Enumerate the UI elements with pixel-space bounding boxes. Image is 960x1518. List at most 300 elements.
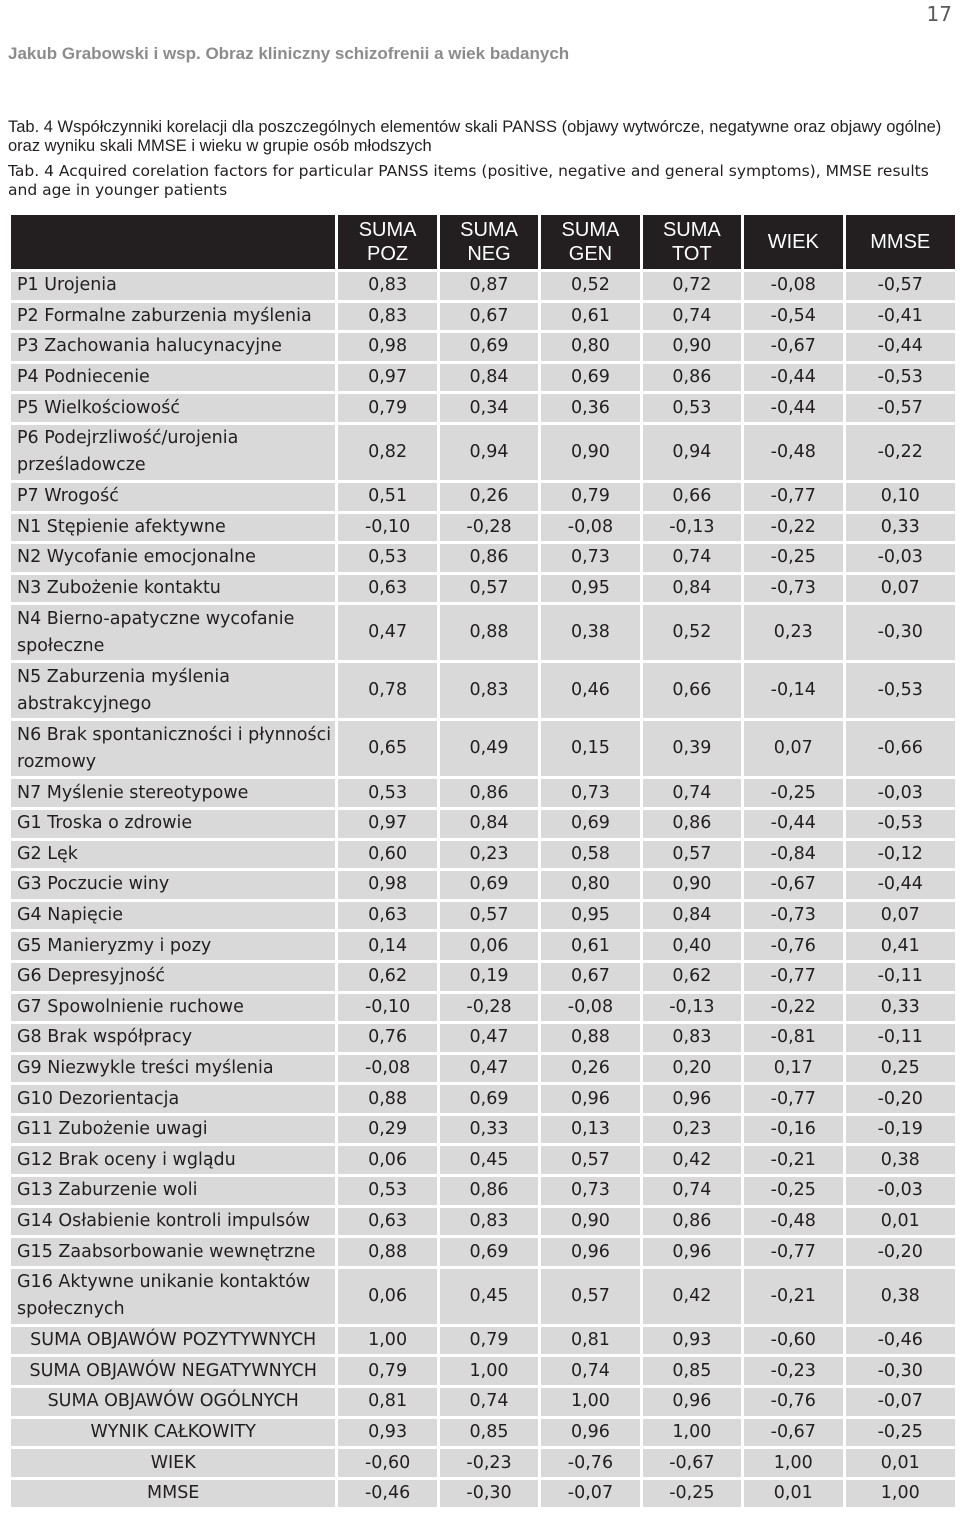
table-row [11,1269,955,1324]
cell-suma-tot: 0,20 [643,1055,741,1083]
table-row [11,1055,955,1083]
cell-mmse: 0,10 [846,483,956,511]
cell-suma-poz: 0,06 [338,1269,436,1324]
column-header-line: SUMA [561,219,620,241]
cell-suma-tot: -0,67 [643,1449,741,1477]
row-label: G5 Manieryzmy i pozy [11,932,335,960]
cell-suma-poz: -0,10 [338,994,436,1022]
column-header-line: POZ [367,243,409,265]
cell-suma-neg: -0,28 [440,994,538,1022]
cell-wiek: -0,44 [744,394,842,422]
column-header-line: MMSE [870,231,931,253]
cell-suma-neg: 0,26 [440,483,538,511]
table-row [11,425,955,480]
cell-mmse: -0,46 [846,1327,956,1355]
cell-suma-gen: 0,79 [541,483,639,511]
cell-suma-poz: 0,88 [338,1238,436,1266]
cell-mmse: -0,11 [846,963,956,991]
cell-suma-neg: 0,06 [440,932,538,960]
table-row [11,1388,955,1416]
column-header-suma-poz [338,215,436,269]
cell-suma-gen: 0,61 [541,932,639,960]
cell-suma-gen: 0,26 [541,1055,639,1083]
cell-suma-neg: -0,23 [440,1449,538,1477]
row-label: G15 Zaabsorbowanie wewnętrzne [11,1238,335,1266]
cell-wiek: -0,77 [744,963,842,991]
row-label: G14 Osłabienie kontroli impulsów [11,1208,335,1236]
cell-suma-gen: -0,07 [541,1480,639,1508]
cell-suma-gen: 0,57 [541,1269,639,1324]
cell-suma-tot: 0,96 [643,1085,741,1113]
row-label: G9 Niezwykle treści myślenia [11,1055,335,1083]
cell-suma-neg: 0,47 [440,1055,538,1083]
table-row [11,841,955,869]
cell-wiek: -0,21 [744,1146,842,1174]
cell-suma-neg: 0,87 [440,272,538,300]
cell-wiek: -0,48 [744,425,842,480]
cell-suma-poz: 0,88 [338,1085,436,1113]
cell-suma-tot: 0,86 [643,364,741,392]
cell-suma-tot: 0,74 [643,544,741,572]
cell-suma-poz: 0,47 [338,605,436,660]
cell-suma-poz: -0,60 [338,1449,436,1477]
cell-suma-tot: 0,94 [643,425,741,480]
column-header-suma-neg [440,215,538,269]
row-label: G6 Depresyjność [11,963,335,991]
cell-mmse: 0,33 [846,994,956,1022]
cell-wiek: -0,67 [744,871,842,899]
cell-suma-neg: 0,86 [440,544,538,572]
cell-suma-gen: 0,13 [541,1116,639,1144]
cell-mmse: -0,22 [846,425,956,480]
cell-suma-gen: 0,69 [541,364,639,392]
cell-suma-tot: 0,66 [643,663,741,718]
cell-wiek: -0,73 [744,575,842,603]
cell-suma-gen: 0,46 [541,663,639,718]
cell-suma-neg: 0,34 [440,394,538,422]
cell-suma-gen: 0,36 [541,394,639,422]
cell-mmse: 0,01 [846,1449,956,1477]
cell-suma-poz: -0,46 [338,1480,436,1508]
cell-suma-neg: 0,33 [440,1116,538,1144]
row-label: P2 Formalne zaburzenia myślenia [11,303,335,331]
row-label: G1 Troska o zdrowie [11,810,335,838]
cell-mmse: -0,19 [846,1116,956,1144]
table-row [11,272,955,300]
row-label: G8 Brak współpracy [11,1024,335,1052]
cell-mmse: -0,20 [846,1238,956,1266]
cell-suma-tot: 0,84 [643,575,741,603]
cell-suma-gen: 0,69 [541,810,639,838]
table-row [11,303,955,331]
cell-suma-poz: 0,76 [338,1024,436,1052]
cell-suma-tot: 0,23 [643,1116,741,1144]
cell-suma-poz: 0,51 [338,483,436,511]
row-label: N4 Bierno-apatyczne wycofanie społeczne [11,605,335,660]
row-label: G16 Aktywne unikanie kontaktów społecznych [11,1269,335,1324]
cell-suma-neg: 0,85 [440,1419,538,1447]
row-label: G7 Spowolnienie ruchowe [11,994,335,1022]
cell-wiek: -0,76 [744,1388,842,1416]
row-label: G11 Zubożenie uwagi [11,1116,335,1144]
correlation-table [8,212,958,1510]
cell-wiek: -0,44 [744,810,842,838]
cell-wiek: -0,25 [744,1177,842,1205]
cell-suma-poz: -0,08 [338,1055,436,1083]
table-row [11,994,955,1022]
cell-suma-poz: 0,83 [338,272,436,300]
cell-suma-tot: 0,53 [643,394,741,422]
cell-wiek: -0,77 [744,1085,842,1113]
column-header-suma-tot [643,215,741,269]
cell-suma-neg: 0,79 [440,1327,538,1355]
cell-mmse: -0,30 [846,605,956,660]
cell-suma-neg: 0,69 [440,871,538,899]
cell-wiek: -0,76 [744,932,842,960]
cell-suma-neg: 0,84 [440,810,538,838]
cell-mmse: -0,53 [846,364,956,392]
column-header-suma-gen [541,215,639,269]
cell-suma-neg: 0,83 [440,663,538,718]
column-header-mmse [846,215,956,269]
cell-suma-neg: 0,94 [440,425,538,480]
cell-suma-gen: 0,73 [541,779,639,807]
cell-suma-gen: 0,67 [541,963,639,991]
cell-suma-tot: 1,00 [643,1419,741,1447]
table-row [11,1024,955,1052]
row-label: WIEK [11,1449,335,1477]
cell-suma-poz: 0,63 [338,575,436,603]
cell-suma-gen: 0,90 [541,1208,639,1236]
cell-suma-gen: 0,95 [541,902,639,930]
cell-suma-gen: 0,73 [541,1177,639,1205]
cell-suma-neg: -0,30 [440,1480,538,1508]
cell-suma-neg: 0,88 [440,605,538,660]
cell-suma-poz: 0,97 [338,364,436,392]
cell-suma-gen: 0,61 [541,303,639,331]
cell-suma-neg: 0,47 [440,1024,538,1052]
cell-mmse: -0,44 [846,333,956,361]
cell-wiek: -0,67 [744,333,842,361]
cell-suma-neg: 0,57 [440,902,538,930]
cell-suma-poz: 0,82 [338,425,436,480]
table-row [11,544,955,572]
cell-suma-tot: 0,74 [643,779,741,807]
cell-suma-gen: 0,38 [541,605,639,660]
cell-mmse: 0,07 [846,902,956,930]
cell-mmse: -0,53 [846,663,956,718]
cell-suma-gen: 0,80 [541,871,639,899]
cell-mmse: -0,57 [846,394,956,422]
column-header-line: SUMA [358,219,417,241]
cell-wiek: -0,23 [744,1357,842,1385]
cell-suma-gen: 0,96 [541,1419,639,1447]
cell-mmse: -0,11 [846,1024,956,1052]
cell-mmse: 0,33 [846,514,956,542]
table-row [11,1177,955,1205]
cell-suma-tot: 0,83 [643,1024,741,1052]
column-header-line: GEN [568,243,613,265]
column-header-line: TOT [672,243,712,265]
cell-suma-poz: 0,97 [338,810,436,838]
cell-suma-poz: 0,98 [338,333,436,361]
cell-wiek: -0,67 [744,1419,842,1447]
cell-mmse: -0,53 [846,810,956,838]
cell-suma-gen: 0,90 [541,425,639,480]
cell-wiek: 0,01 [744,1480,842,1508]
table-row [11,1480,955,1508]
cell-wiek: 0,17 [744,1055,842,1083]
table-row [11,514,955,542]
cell-wiek: -0,22 [744,514,842,542]
cell-suma-neg: 0,23 [440,841,538,869]
table-row [11,810,955,838]
cell-suma-poz: 0,06 [338,1146,436,1174]
cell-suma-gen: 0,88 [541,1024,639,1052]
table-body [11,272,955,1507]
cell-suma-poz: 0,14 [338,932,436,960]
table-row [11,1238,955,1266]
cell-wiek: -0,48 [744,1208,842,1236]
cell-suma-neg: 1,00 [440,1357,538,1385]
cell-mmse: -0,03 [846,779,956,807]
cell-suma-gen: -0,08 [541,514,639,542]
table-row [11,605,955,660]
cell-mmse: -0,44 [846,871,956,899]
table-header [11,215,955,269]
table-row [11,779,955,807]
row-label: G3 Poczucie winy [11,871,335,899]
cell-mmse: -0,25 [846,1419,956,1447]
table-row [11,1449,955,1477]
table-row [11,1116,955,1144]
cell-wiek: 0,23 [744,605,842,660]
table-row [11,1146,955,1174]
cell-mmse: 0,38 [846,1269,956,1324]
table-row [11,1208,955,1236]
cell-suma-poz: 0,62 [338,963,436,991]
cell-suma-tot: -0,13 [643,514,741,542]
cell-mmse: 0,38 [846,1146,956,1174]
row-label: G13 Zaburzenie woli [11,1177,335,1205]
cell-suma-poz: 0,65 [338,721,436,776]
cell-mmse: 0,01 [846,1208,956,1236]
cell-suma-neg: 0,57 [440,575,538,603]
column-header-line: SUMA [662,219,721,241]
cell-suma-tot: 0,90 [643,871,741,899]
cell-suma-poz: 0,93 [338,1419,436,1447]
cell-suma-tot: 0,66 [643,483,741,511]
cell-wiek: -0,25 [744,779,842,807]
cell-mmse: -0,03 [846,1177,956,1205]
row-label: SUMA OBJAWÓW NEGATYWNYCH [11,1357,335,1385]
cell-suma-tot: -0,13 [643,994,741,1022]
cell-mmse: -0,20 [846,1085,956,1113]
row-label: N1 Stępienie afektywne [11,514,335,542]
cell-suma-neg: -0,28 [440,514,538,542]
cell-suma-gen: 1,00 [541,1388,639,1416]
cell-suma-tot: 0,86 [643,810,741,838]
cell-suma-tot: 0,57 [643,841,741,869]
cell-suma-poz: 0,78 [338,663,436,718]
cell-wiek: -0,25 [744,544,842,572]
cell-wiek: -0,21 [744,1269,842,1324]
cell-suma-tot: 0,39 [643,721,741,776]
cell-suma-tot: 0,86 [643,1208,741,1236]
cell-suma-gen: 0,80 [541,333,639,361]
row-label: N6 Brak spontaniczności i płynności rozmowy [11,721,335,776]
cell-suma-tot: 0,96 [643,1388,741,1416]
cell-suma-tot: 0,96 [643,1238,741,1266]
cell-suma-tot: 0,74 [643,303,741,331]
cell-suma-poz: 0,29 [338,1116,436,1144]
cell-mmse: 1,00 [846,1480,956,1508]
cell-mmse: -0,57 [846,272,956,300]
table-row [11,1419,955,1447]
cell-suma-tot: 0,42 [643,1146,741,1174]
table-row [11,963,955,991]
table-caption-polish: Tab. 4 Współczynniki korelacji dla poszczególnych elementów skali PANSS (objawy wytwórcze, negatywne oraz objawy ogólne) oraz wyniku skali MMSE i wieku w grupie osób młodszych [8,118,942,155]
cell-suma-gen: 0,58 [541,841,639,869]
cell-suma-poz: 0,79 [338,1357,436,1385]
cell-wiek: -0,60 [744,1327,842,1355]
cell-wiek: 0,07 [744,721,842,776]
row-label: G12 Brak oceny i wglądu [11,1146,335,1174]
cell-suma-neg: 0,19 [440,963,538,991]
cell-mmse: -0,12 [846,841,956,869]
cell-suma-neg: 0,69 [440,1085,538,1113]
column-header-wiek [744,215,842,269]
row-label: N5 Zaburzenia myślenia abstrakcyjnego [11,663,335,718]
cell-wiek: -0,84 [744,841,842,869]
cell-mmse: -0,07 [846,1388,956,1416]
cell-suma-neg: 0,69 [440,333,538,361]
table-row [11,1085,955,1113]
cell-suma-tot: 0,84 [643,902,741,930]
cell-wiek: -0,16 [744,1116,842,1144]
cell-suma-gen: 0,95 [541,575,639,603]
table-row [11,364,955,392]
table-row [11,394,955,422]
cell-suma-poz: 0,79 [338,394,436,422]
cell-suma-gen: 0,81 [541,1327,639,1355]
row-label: P1 Urojenia [11,272,335,300]
cell-suma-gen: 0,73 [541,544,639,572]
cell-suma-neg: 0,49 [440,721,538,776]
cell-wiek: -0,08 [744,272,842,300]
cell-wiek: -0,77 [744,483,842,511]
cell-suma-poz: -0,10 [338,514,436,542]
cell-suma-poz: 1,00 [338,1327,436,1355]
table-row [11,721,955,776]
cell-wiek: -0,54 [744,303,842,331]
cell-wiek: -0,14 [744,663,842,718]
row-label: P4 Podniecenie [11,364,335,392]
row-label: N2 Wycofanie emocjonalne [11,544,335,572]
column-header-line: NEG [467,243,511,265]
row-label: P6 Podejrzliwość/urojenia prześladowcze [11,425,335,480]
cell-mmse: -0,66 [846,721,956,776]
cell-suma-gen: 0,15 [541,721,639,776]
cell-suma-neg: 0,84 [440,364,538,392]
table-row [11,932,955,960]
cell-suma-neg: 0,69 [440,1238,538,1266]
table-row [11,871,955,899]
cell-wiek: 1,00 [744,1449,842,1477]
cell-mmse: -0,41 [846,303,956,331]
row-label: WYNIK CAŁKOWITY [11,1419,335,1447]
cell-suma-neg: 0,45 [440,1146,538,1174]
table-row [11,483,955,511]
cell-suma-poz: 0,83 [338,303,436,331]
cell-suma-tot: 0,85 [643,1357,741,1385]
column-header-label [11,215,335,269]
running-header: Jakub Grabowski i wsp. Obraz kliniczny schizofrenii a wiek badanych [8,44,570,63]
table-row [11,575,955,603]
table-caption-english: Tab. 4 Acquired corelation factors for particular PANSS items (positive, negative and general symptoms), MMSE results and age in younger patients [8,162,929,199]
cell-suma-neg: 0,74 [440,1388,538,1416]
cell-suma-neg: 0,45 [440,1269,538,1324]
cell-suma-poz: 0,81 [338,1388,436,1416]
cell-wiek: -0,73 [744,902,842,930]
cell-suma-poz: 0,63 [338,902,436,930]
cell-suma-tot: 0,90 [643,333,741,361]
cell-suma-gen: 0,57 [541,1146,639,1174]
column-header-line: SUMA [460,219,518,241]
cell-suma-neg: 0,86 [440,1177,538,1205]
row-label: SUMA OBJAWÓW POZYTYWNYCH [11,1327,335,1355]
table-row [11,1357,955,1385]
cell-suma-gen: 0,74 [541,1357,639,1385]
cell-suma-tot: -0,25 [643,1480,741,1508]
cell-suma-poz: 0,53 [338,544,436,572]
cell-suma-gen: 0,96 [541,1085,639,1113]
cell-suma-poz: 0,63 [338,1208,436,1236]
cell-mmse: -0,30 [846,1357,956,1385]
cell-suma-gen: 0,96 [541,1238,639,1266]
cell-suma-tot: 0,40 [643,932,741,960]
cell-suma-poz: 0,53 [338,1177,436,1205]
cell-suma-tot: 0,72 [643,272,741,300]
cell-suma-poz: 0,53 [338,779,436,807]
cell-suma-gen: -0,76 [541,1449,639,1477]
cell-suma-tot: 0,52 [643,605,741,660]
cell-mmse: 0,41 [846,932,956,960]
cell-suma-poz: 0,60 [338,841,436,869]
row-label: MMSE [11,1480,335,1508]
cell-wiek: -0,44 [744,364,842,392]
row-label: P3 Zachowania halucynacyjne [11,333,335,361]
row-label: N7 Myślenie stereotypowe [11,779,335,807]
cell-suma-tot: 0,93 [643,1327,741,1355]
row-label: P7 Wrogość [11,483,335,511]
row-label: G2 Lęk [11,841,335,869]
cell-mmse: 0,07 [846,575,956,603]
cell-wiek: -0,77 [744,1238,842,1266]
cell-suma-tot: 0,74 [643,1177,741,1205]
column-header-line: WIEK [767,231,819,253]
table-row [11,663,955,718]
cell-suma-neg: 0,86 [440,779,538,807]
cell-suma-tot: 0,42 [643,1269,741,1324]
cell-suma-tot: 0,62 [643,963,741,991]
row-label: G4 Napięcie [11,902,335,930]
cell-wiek: -0,81 [744,1024,842,1052]
row-label: N3 Zubożenie kontaktu [11,575,335,603]
cell-suma-gen: -0,08 [541,994,639,1022]
page-number: 17 [926,2,952,26]
cell-mmse: -0,03 [846,544,956,572]
